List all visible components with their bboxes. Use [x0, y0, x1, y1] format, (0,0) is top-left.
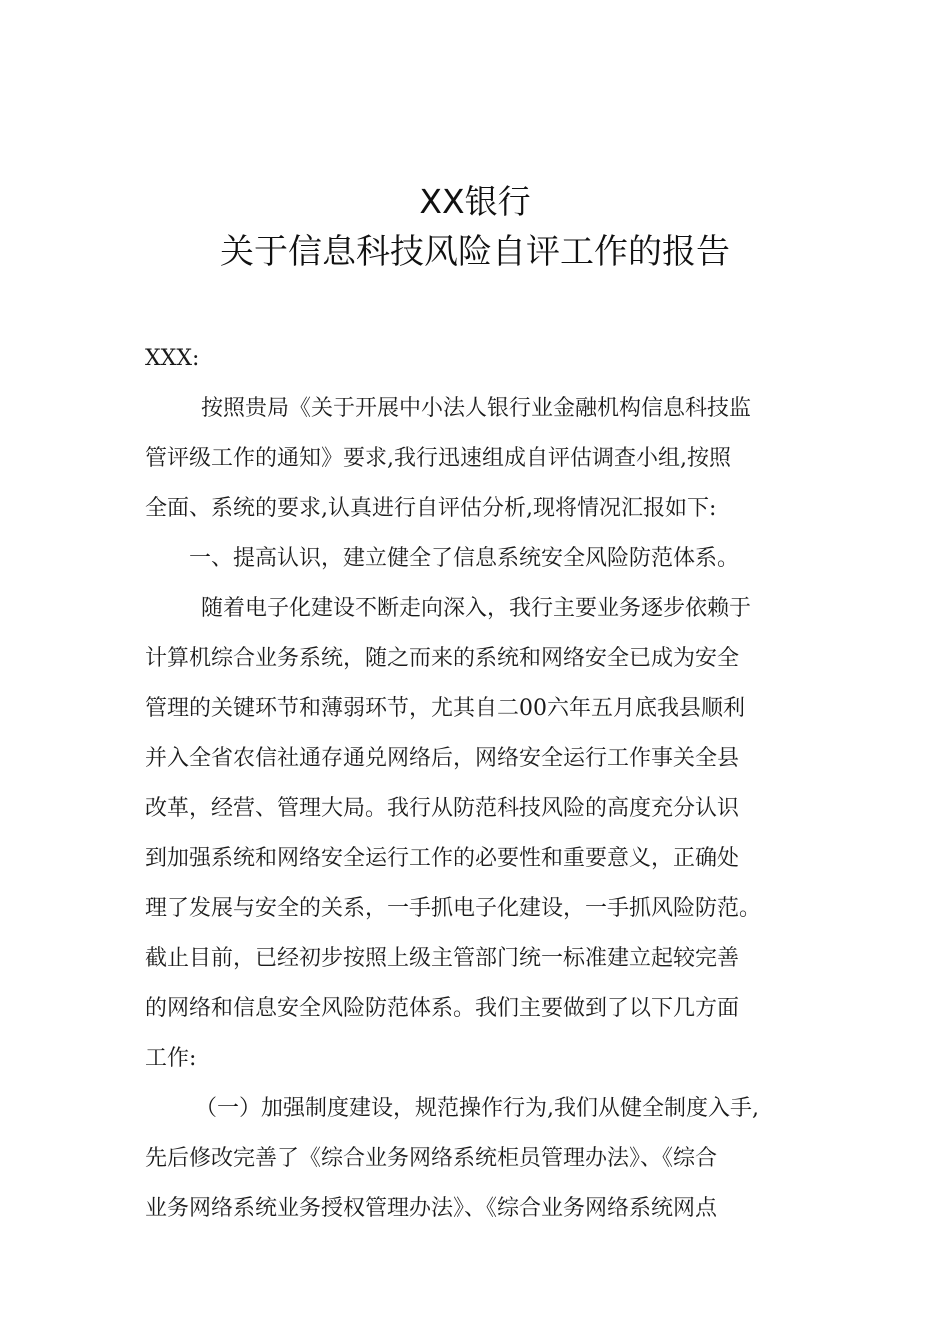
- subsection-heading: （一）加强制度建设，规范操作行为,我们从健全制度入手,: [195, 1096, 759, 1121]
- paragraph-line: 随着电子化建设不断走向深入，我行主要业务逐步依赖于: [201, 596, 752, 621]
- paragraph-line: 的网络和信息安全风险防范体系。我们主要做到了以下几方面: [145, 996, 740, 1021]
- salutation: XXX:: [145, 346, 200, 371]
- paragraph-line: 管理的关键环节和薄弱环节，尤其自二00六年五月底我县顺利: [145, 696, 745, 721]
- paragraph-line: 改革，经营、管理大局。我行从防范科技风险的高度充分认识: [145, 796, 740, 821]
- paragraph-line: 管评级工作的通知》要求,我行迅速组成自评估调查小组,按照: [145, 446, 731, 471]
- paragraph-line: 理了发展与安全的关系，一手抓电子化建设，一手抓风险防范。: [145, 896, 762, 921]
- paragraph-line: 工作:: [145, 1046, 197, 1071]
- document-title-line2: 关于信息科技风险自评工作的报告: [220, 232, 730, 272]
- paragraph-line: 计算机综合业务系统，随之而来的系统和网络安全已成为安全: [145, 646, 740, 671]
- paragraph-line: 全面、系统的要求,认真进行自评估分析,现将情况汇报如下:: [145, 496, 717, 521]
- document-title-line1: XX银行: [419, 182, 531, 221]
- paragraph-line: 业务网络系统业务授权管理办法》、《综合业务网络系统网点: [145, 1196, 718, 1221]
- section-heading: 一、提高认识，建立健全了信息系统安全风险防范体系。: [189, 546, 740, 571]
- paragraph-line: 并入全省农信社通存通兑网络后，网络安全运行工作事关全县: [145, 746, 740, 771]
- paragraph-line: 截止目前，已经初步按照上级主管部门统一标准建立起较完善: [145, 946, 740, 971]
- paragraph-line: 先后修改完善了《综合业务网络系统柜员管理办法》、《综合: [145, 1146, 718, 1171]
- document-body: [145, 334, 815, 1234]
- paragraph-line: 到加强系统和网络安全运行工作的必要性和重要意义，正确处: [145, 846, 740, 871]
- paragraph-line: 按照贵局《关于开展中小法人银行业金融机构信息科技监: [201, 396, 752, 421]
